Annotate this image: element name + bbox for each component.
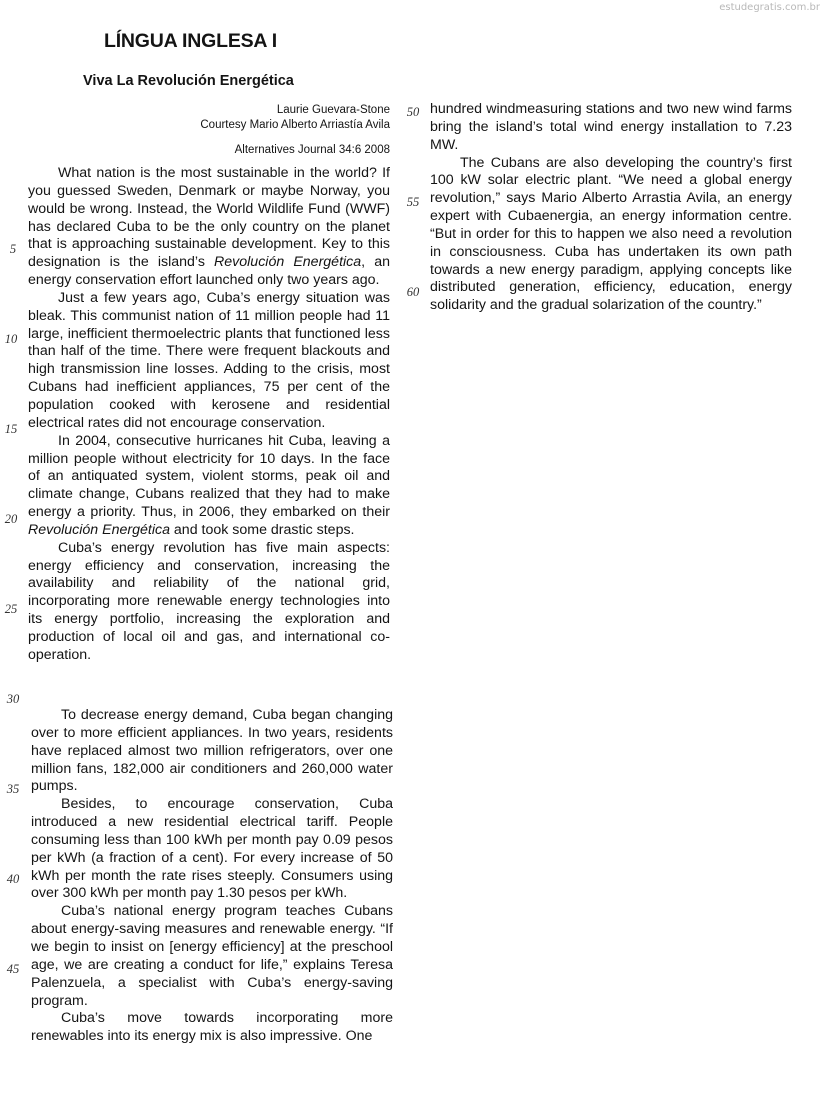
line-number: 20 [4, 512, 18, 526]
article-author: Laurie Guevara-Stone [276, 104, 390, 116]
line-number: 60 [406, 285, 420, 299]
line-number: 5 [9, 242, 17, 256]
text-column-left-top [28, 165, 390, 665]
line-number: 30 [6, 692, 20, 706]
paragraph-2: Just a few years ago, Cuba’s energy situation was bleak. This communist nation of 11 million people had 11 large, inefficient thermoelectric plants that functioned less than half of the time. There were frequent blackouts and high transmission line losses. Adding to the crisis, most Cubans had inefficient appliances, 75 per cent of the population cooked with kerosene and residential electrical rates did not encourage conservation. [28, 289, 390, 431]
line-number: 50 [406, 105, 420, 119]
paragraph-1: What nation is the most sustainable in the world? If you guessed Sweden, Denmark or maybe Norway, you would be wrong. Instead, the World Wildlife Fund (WWF) has declared Cuba to be the only country on the planet that is approaching sustainable development. Key to this designation is the island’s Revolución Energética, an energy conservation effort launched only two years ago. [28, 165, 390, 289]
line-number: 40 [6, 872, 20, 886]
line-number: 35 [6, 782, 20, 796]
paragraph-3: In 2004, consecutive hurricanes hit Cuba, leaving a million people without electricity for 10 days. In the face of an antiquated system, violent storms, peak oil and climate change, Cubans realized that they had to make energy a priority. Thus, in 2006, they embarked on their Revolución Energética and took some drastic steps. [28, 432, 390, 538]
line-number: 15 [4, 422, 18, 436]
paragraph-5: To decrease energy demand, Cuba began changing over to more efficient appliances. In two years, residents have replaced almost two million refrigerators, over one million fans, 182,000 air conditioners and 260,000 water pumps. [31, 707, 393, 795]
line-number: 10 [4, 332, 18, 346]
paragraph-7: Cuba’s national energy program teaches Cubans about energy-saving measures and renewable energy. “If we begin to insist on [energy efficiency] at the preschool age, we are creating a conduct for life,” explains Teresa Palenzuela, a specialist with Cuba’s energy-saving program. [31, 903, 393, 1009]
paragraph-8-continued: hundred windmeasuring stations and two new wind farms bring the island’s total wind energy installation to 7.23 MW. [430, 101, 792, 153]
paragraph-6: Besides, to encourage conservation, Cuba introduced a new residential electrical tariff. People consuming less than 100 kWh per month pay 0.09 pesos per kWh (a fraction of a cent). For every increase of 50 kWh per month the rate rises steeply. Consumers using over 300 kWh per month pay 1.30 pesos per kWh. [31, 796, 393, 902]
text-column-right [430, 101, 792, 315]
line-number: 45 [6, 962, 20, 976]
paragraph-9: The Cubans are also developing the country’s first 100 kW solar electric plant. “We need a global energy revolution,” says Mario Alberto Arrastia Avila, an energy expert with Cubaenergia, an energy information centre. “But in order for this to happen we also need a revolution in consciousness. Cuba has undertaken its own path towards a new energy paradigm, applying concepts like distributed generation, efficiency, education, energy solidarity and the gradual solarization of the country.” [430, 154, 792, 314]
paragraph-4: Cuba’s energy revolution has five main aspects: energy efficiency and conservation, increasing the availability and reliability of the national grid, incorporating more renewable energy technologies into its energy portfolio, increasing the exploration and production of local oil and gas, and international co-operation. [28, 539, 390, 663]
article-source: Alternatives Journal 34:6 2008 [234, 144, 390, 156]
paragraph-8: Cuba’s move towards incorporating more renewables into its energy mix is also impressive. One [31, 1010, 393, 1045]
line-number: 55 [406, 195, 420, 209]
line-number: 25 [4, 602, 18, 616]
page-title: LÍNGUA INGLESA I [104, 30, 278, 52]
article-courtesy: Courtesy Mario Alberto Arriastía Avila [200, 119, 390, 131]
article-title: Viva La Revolución Energética [83, 73, 294, 89]
text-column-left-bottom [31, 707, 393, 1049]
site-watermark: estudegratis.com.br [719, 2, 820, 13]
